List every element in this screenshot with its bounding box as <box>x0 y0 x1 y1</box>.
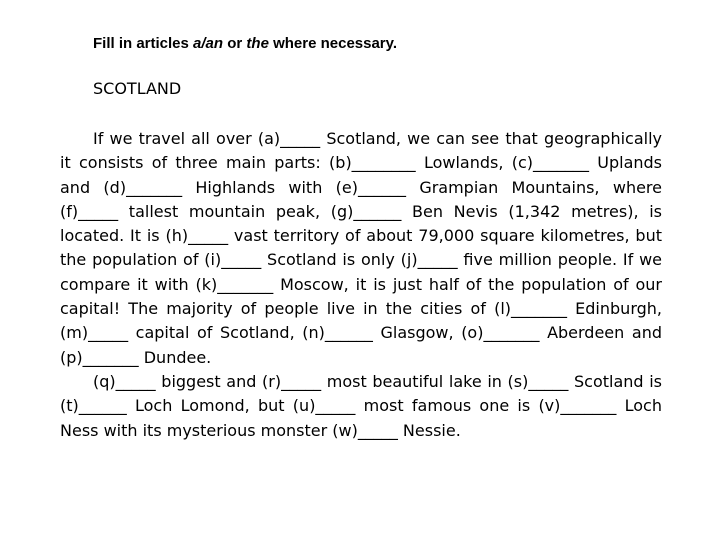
instruction-text-or: or <box>223 35 247 52</box>
exercise-instruction <box>93 34 397 54</box>
paragraph-scotland-lakes: (q)_____ biggest and (r)_____ most beautiful lake in (s)_____ Scotland is (t)______ Loch Lomond, but (u)_____ most famous one is (v)_______ Loch Ness with its mysterious monster (w)_____ Nessie. <box>60 371 662 440</box>
instruction-text-end: where necessary. <box>268 35 398 52</box>
paragraph-scotland-geography: If we travel all over (a)_____ Scotland, we can see that geographically it consists of three main parts: (b)________ Lowlands, (c)_______ Uplands and (d)_______ Highlands with (e)______ Grampian Mountains, where (f)_____ tallest mountain peak, (g)______ Ben Nevis (1,342 metres), is located. It is (h)_____ vast territory of about 79,000 square kilometres, but the population of (i)_____ Scotland is only (j)_____ five million people. If we compare it with (k)_______ Moscow, it is just half of the population of our capital! The majority of people live in the cities of (l)_______ Edinburgh, (m)_____ capital of Scotland, (n)______ Glasgow, (o)_______ Aberdeen and (p)_______ Dundee. <box>60 129 662 367</box>
text-title: SCOTLAND <box>93 79 182 98</box>
instruction-option-a-an: a/an <box>193 35 224 52</box>
exercise-text <box>60 127 662 443</box>
instruction-text-start: Fill in articles <box>93 35 194 52</box>
instruction-option-the: the <box>246 35 269 52</box>
